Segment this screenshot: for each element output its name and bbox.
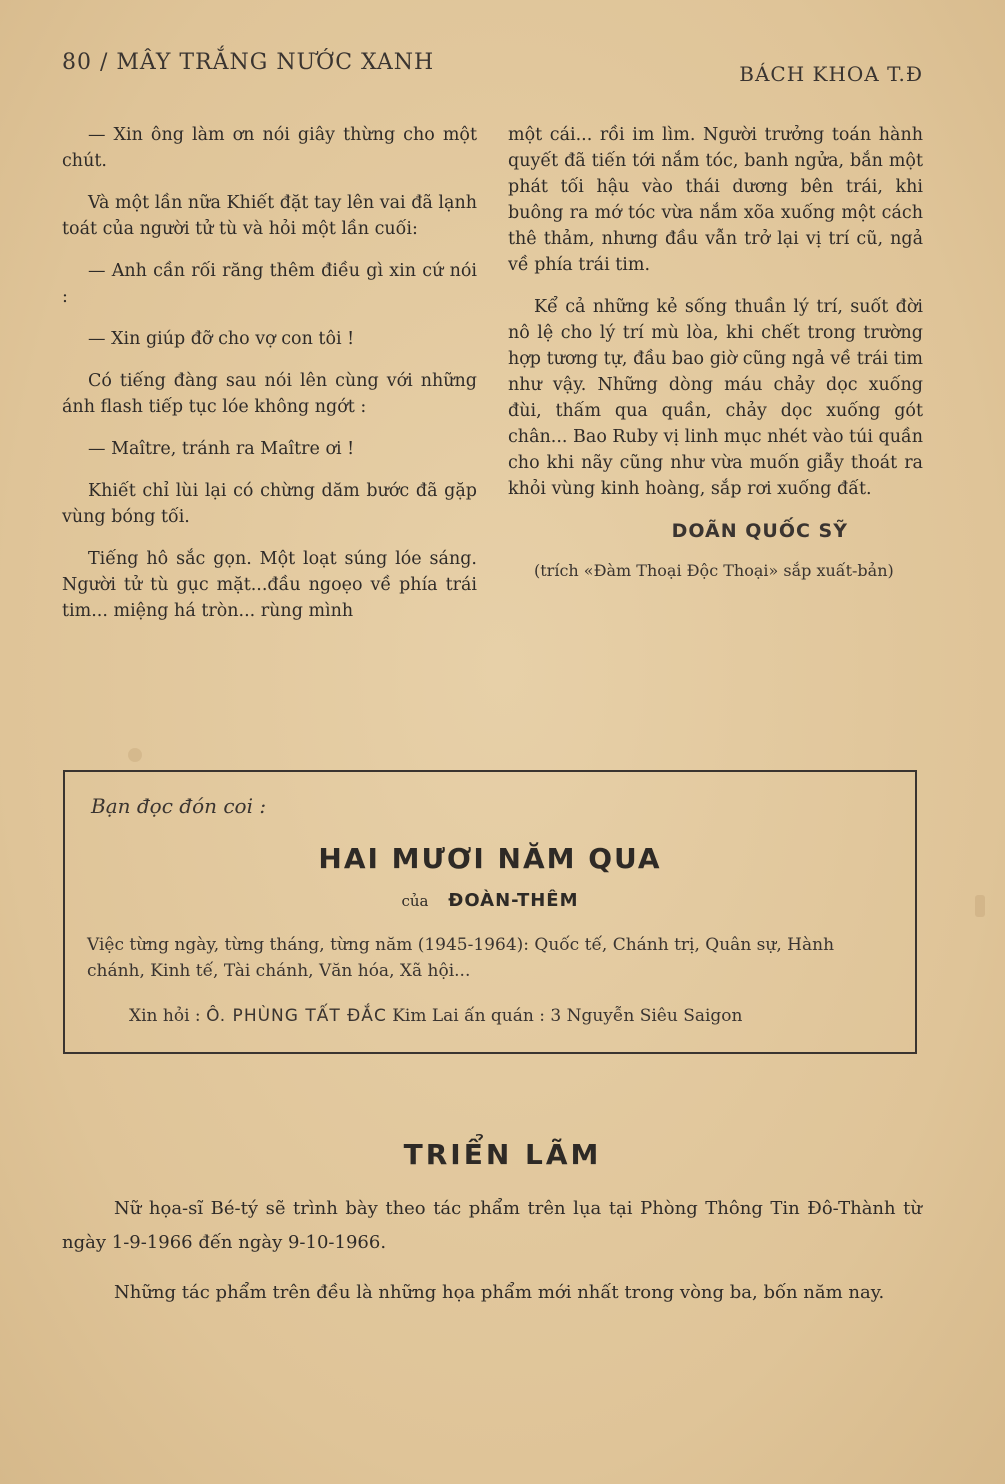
- story-right-column: [508, 122, 923, 600]
- story-left-column: [62, 122, 477, 640]
- running-head-magazine: BÁCH KHOA T.Đ: [739, 62, 923, 86]
- ad-contact: [129, 1006, 909, 1026]
- story-source: (trích «Đàm Thoại Độc Thoại» sắp xuất-bản): [534, 561, 894, 580]
- story-author: DOÃN QUỐC SỸ: [671, 520, 848, 542]
- exhibition-paragraph: Nữ họa-sĩ Bé-tý sẽ trình bày theo tác phẩm trên lụa tại Phòng Thông Tin Đô-Thành từ ngày 1-9-1966 đến ngày 9-10-1966.: [62, 1198, 922, 1253]
- story-paragraph: Kể cả những kẻ sống thuần lý trí, suốt đời nô lệ cho lý trí mù lòa, khi chết trong trường hợp tương tự, đầu bao giờ cũng ngả về trái tim như vậy. Những dòng máu chảy dọc xuống đùi, thấm qua quần, chảy dọc xuống gót chân... Bao Ruby vị linh mục nhét vào túi quần cho khi nãy cũng như vừa muốn giẫy thoát ra khỏi vùng kinh hoàng, sắp rơi xuống đất.: [508, 297, 923, 499]
- ad-intro: Bạn đọc đón coi :: [91, 794, 267, 818]
- exhibition-paragraph: Những tác phẩm trên đều là những họa phẩm mới nhất trong vòng ba, bốn năm nay.: [114, 1282, 885, 1303]
- story-paragraph: — Maître, tránh ra Maître ơi !: [88, 439, 355, 459]
- story-paragraph: Tiếng hô sắc gọn. Một loạt súng lóe sáng. Người tử tù gục mặt...đầu ngoẹo về phía trái tim... miệng há tròn... rùng mình: [62, 549, 477, 621]
- ad-contact-prefix: Xin hỏi :: [129, 1006, 201, 1026]
- paper-stain: [975, 895, 985, 917]
- ad-contact-shop: Ô. PHÙNG TẤT ĐẮC: [206, 1006, 387, 1026]
- story-paragraph: Có tiếng đàng sau nói lên cùng với những ánh flash tiếp tục lóe không ngớt :: [62, 371, 477, 417]
- ad-contact-address: Kim Lai ấn quán : 3 Nguyễn Siêu Saigon: [392, 1006, 743, 1026]
- story-paragraph: — Xin ông làm ơn nói giây thừng cho một chút.: [62, 125, 477, 171]
- ad-book-title: HAI MƯƠI NĂM QUA: [318, 842, 662, 875]
- story-paragraph: — Xin giúp đỡ cho vợ con tôi !: [88, 329, 355, 349]
- story-paragraph: Khiết chỉ lùi lại có chừng dăm bước đã gặp vùng bóng tối.: [62, 481, 477, 527]
- ad-by-label: của: [401, 892, 429, 910]
- story-paragraph: một cái... rồi im lìm. Người trưởng toán hành quyết đã tiến tới nắm tóc, banh ngửa, bắn một phát tối hậu vào thái dương bên trái, khi buông ra mớ tóc vừa nắm xõa xuống một cách thê thảm, nhưng đầu vẫn trở lại vị trí cũ, ngả về phía trái tim.: [508, 125, 923, 275]
- exhibition-title: TRIỂN LÃM: [403, 1138, 602, 1171]
- running-head-title: 80 / MÂY TRẮNG NƯỚC XANH: [62, 50, 435, 75]
- paper-stain: [128, 748, 142, 762]
- ad-author-name: ĐOÀN-THÊM: [448, 890, 579, 911]
- ad-description: Việc từng ngày, từng tháng, từng năm (1945-1964): Quốc tế, Chánh trị, Quân sự, Hành chánh, Kinh tế, Tài chánh, Văn hóa, Xã hội...: [87, 935, 835, 981]
- book-advertisement-box: [63, 770, 917, 1054]
- story-paragraph: Và một lần nữa Khiết đặt tay lên vai đã lạnh toát của người tử tù và hỏi một lần cuối:: [62, 193, 477, 239]
- exhibition-body: [62, 1192, 922, 1326]
- ad-author-line: [65, 890, 915, 911]
- story-paragraph: — Anh cần rối răng thêm điều gì xin cứ nói :: [62, 261, 477, 307]
